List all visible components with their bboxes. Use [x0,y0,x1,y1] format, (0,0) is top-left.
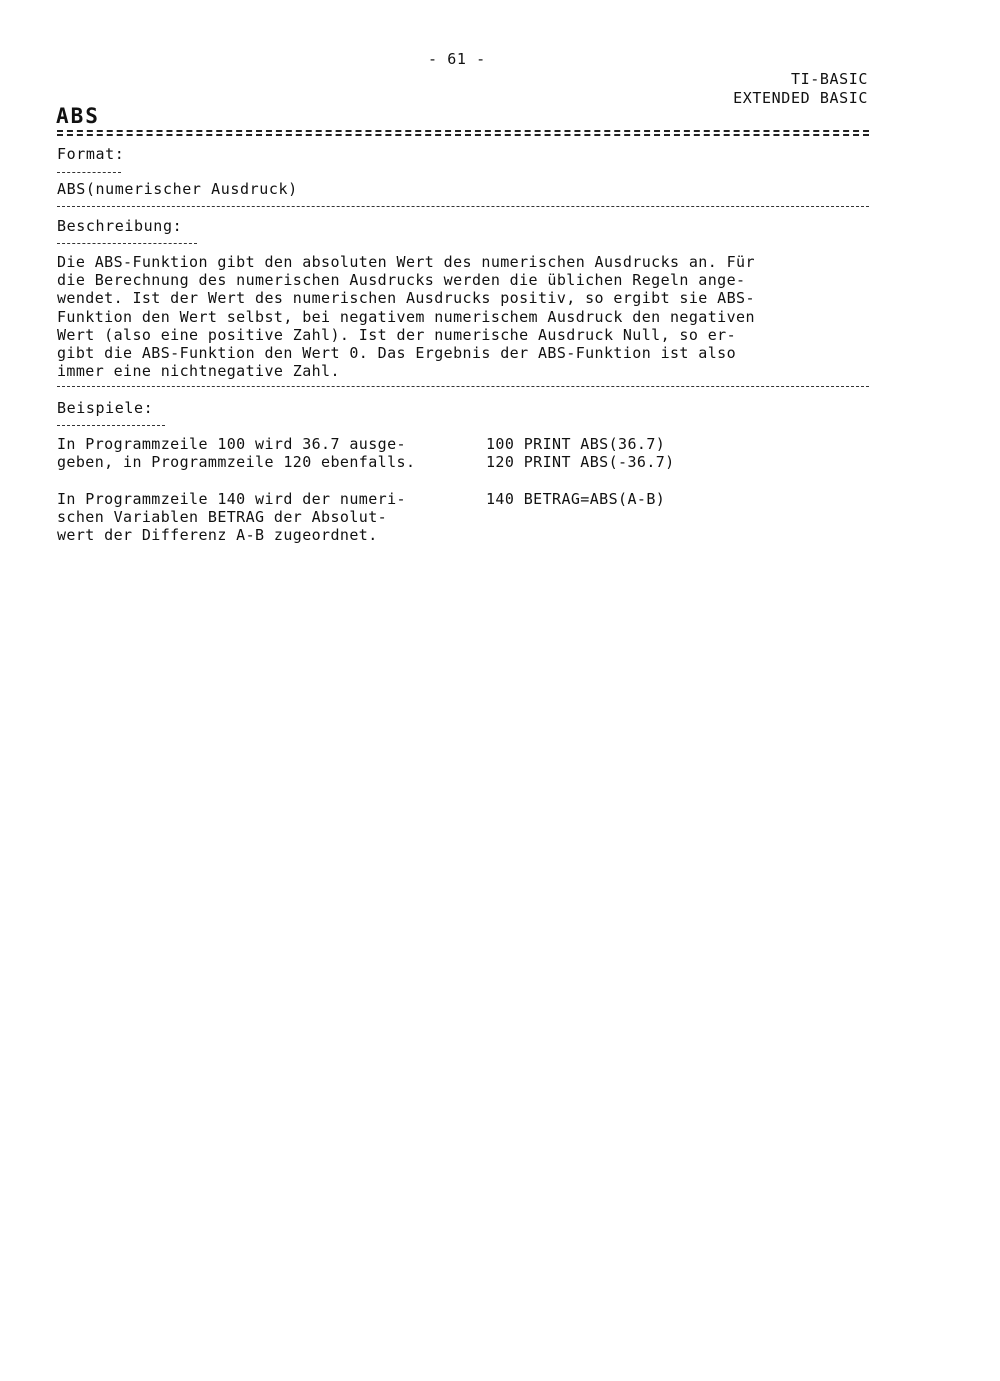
example-text-line: geben, in Programmzeile 120 ebenfalls. [57,453,416,472]
example-code-line: 140 BETRAG=ABS(A-B) [486,490,666,508]
section-rule-2 [57,386,869,387]
description-paragraph [57,253,869,380]
format-heading-underline [57,172,121,173]
example-text-line: In Programmzeile 100 wird 36.7 ausge- [57,435,406,453]
format-syntax: ABS(numerischer Ausdruck) [57,180,298,198]
example-1-description [57,435,415,471]
system-label-ti-basic: TI-BASIC [790,70,868,88]
example-1-code [486,435,675,471]
format-heading: Format: [57,145,125,163]
page-title: ABS [56,104,100,128]
example-code-line: 120 PRINT ABS(-36.7) [486,453,675,472]
description-line: gibt die ABS-Funktion den Wert 0. Das Ergebnis der ABS-Funktion ist also [57,343,737,362]
description-line: Die ABS-Funktion gibt den absoluten Wert des numerischen Ausdrucks an. Für [57,253,755,271]
description-heading-underline [57,243,197,244]
section-rule-1 [57,206,869,207]
description-heading: Beschreibung: [57,217,183,235]
example-text-line: wert der Differenz A-B zugeordnet. [57,526,378,545]
title-double-rule-top [57,130,869,132]
example-text-line: schen Variablen BETRAG der Absolut- [57,508,388,527]
title-double-rule-bottom [57,134,869,136]
description-line: Wert (also eine positive Zahl). Ist der numerische Ausdruck Null, so er- [57,325,737,344]
example-text-line: In Programmzeile 140 wird der numeri- [57,490,406,508]
example-code-line: 100 PRINT ABS(36.7) [486,435,666,453]
examples-heading: Beispiele: [57,399,154,417]
page-number: - 61 - [428,50,486,68]
examples-heading-underline [57,425,165,426]
description-line: die Berechnung des numerischen Ausdrucks werden die üblichen Regeln ange- [57,271,746,290]
description-line: immer eine nichtnegative Zahl. [57,362,340,381]
description-line: Funktion den Wert selbst, bei negativem numerischem Ausdruck den negativen [57,307,755,326]
example-2-description [57,490,406,545]
description-line: wendet. Ist der Wert des numerischen Ausdrucks positiv, so ergibt sie ABS- [57,289,755,308]
system-label-extended-basic: EXTENDED BASIC [733,89,868,107]
example-2-code [486,490,665,508]
